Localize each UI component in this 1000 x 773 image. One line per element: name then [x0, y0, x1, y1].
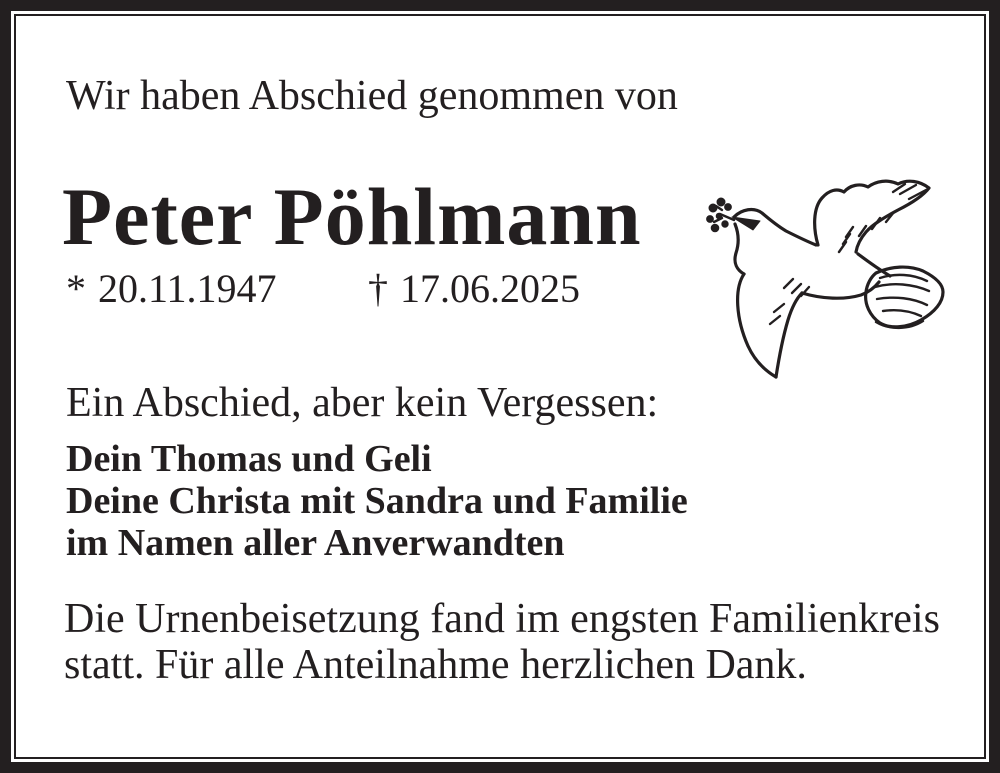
birth-star-symbol: * — [66, 266, 86, 311]
closing-line: Die Urnenbeisetzung fand im engsten Familienkreis — [64, 596, 940, 642]
intro-line: Wir haben Abschied genommen von — [66, 73, 678, 119]
deceased-name: Peter Pöhlmann — [62, 171, 642, 262]
olive-sprig — [707, 198, 732, 232]
birth-date: 20.11.1947 — [98, 266, 277, 311]
mourner-line: Deine Christa mit Sandra und Familie — [66, 480, 688, 522]
farewell-line: Ein Abschied, aber kein Vergessen: — [66, 380, 659, 426]
closing-block — [64, 596, 940, 688]
death-cross-symbol: † — [368, 266, 388, 311]
closing-line: statt. Für alle Anteilnahme herzlichen Dank. — [64, 642, 807, 688]
birth-date-group — [66, 266, 277, 311]
death-date-group — [368, 266, 580, 311]
mourner-line: im Namen aller Anverwandten — [66, 522, 565, 564]
mourner-line: Dein Thomas und Geli — [66, 438, 432, 480]
death-date: 17.06.2025 — [400, 266, 580, 311]
dove-with-olive-branch-icon — [698, 172, 958, 387]
mourners-block — [66, 438, 688, 564]
